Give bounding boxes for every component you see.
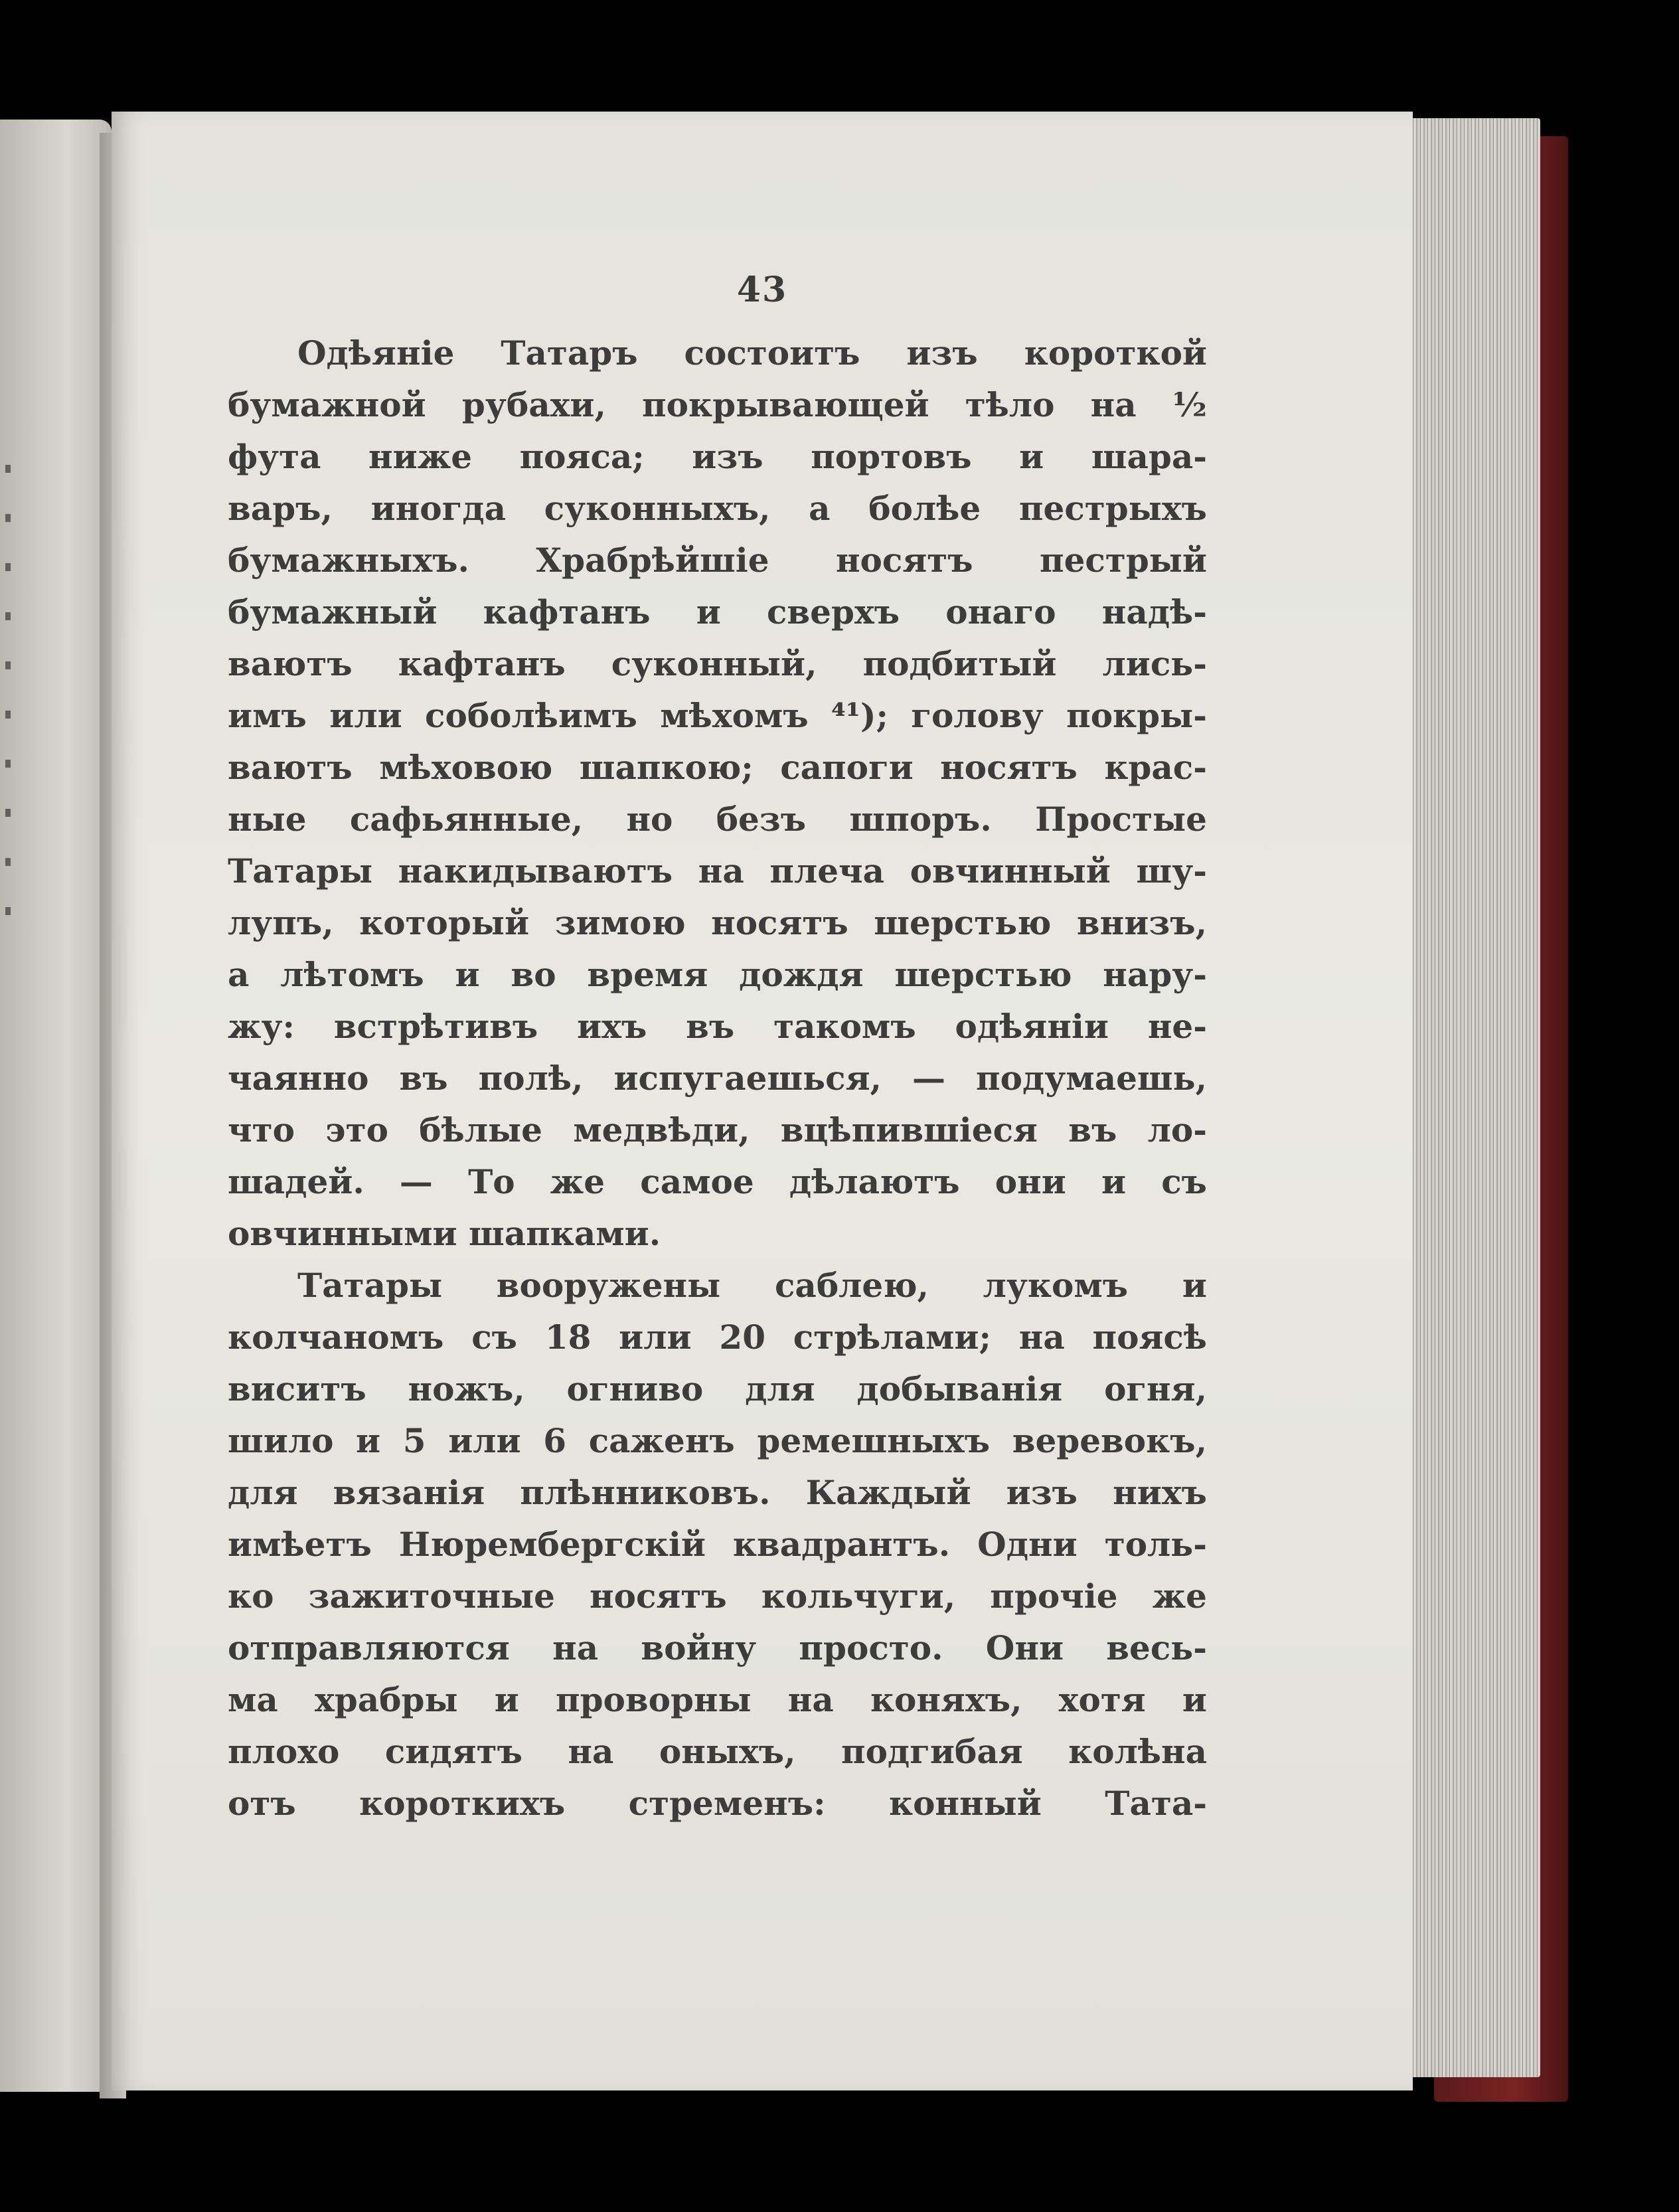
text-line: колчаномъ съ 18 или 20 стрѣлами; на поясѣ (228, 1318, 1207, 1357)
text-line: а лѣтомъ и во время дождя шерстью нару- (228, 955, 1207, 994)
text-line: ко зажиточные носятъ кольчуги, прочіе же (228, 1576, 1207, 1616)
text-line: отправляются на войну просто. Они весь- (228, 1628, 1207, 1667)
text-line: Одѣяніе Татаръ состоитъ изъ короткой (297, 333, 1207, 373)
page-number: 43 (736, 270, 788, 310)
text-line: бумажный кафтанъ и сверхъ онаго надѣ- (228, 592, 1207, 632)
text-line: жу: встрѣтивъ ихъ въ такомъ одѣяніи не- (228, 1007, 1207, 1046)
text-line: виситъ ножъ, огниво для добыванія огня, (228, 1369, 1207, 1408)
text-line: имъ или соболѣимъ мѣхомъ ⁴¹); голову покры- (228, 696, 1207, 735)
left-page-text-remnants (5, 465, 11, 930)
text-line: бумажной рубахи, покрывающей тѣло на ½ (228, 385, 1207, 424)
text-line: чаянно въ полѣ, испугаешься, — подумаешь, (228, 1059, 1207, 1098)
text-line: ма храбры и проворны на коняхъ, хотя и (228, 1680, 1207, 1719)
page-text (228, 327, 1207, 1829)
text-line: Татары вооружены саблею, лукомъ и (297, 1266, 1207, 1305)
text-line: варъ, иногда суконныхъ, а болѣе пестрыхъ (228, 489, 1207, 528)
text-line: что это бѣлые медвѣди, вцѣпившіеся въ ло- (228, 1110, 1207, 1149)
text-line: для вязанія плѣнниковъ. Каждый изъ нихъ (228, 1473, 1207, 1512)
text-line: ваютъ кафтанъ суконный, подбитый лись- (228, 644, 1207, 683)
text-line: шило и 5 или 6 саженъ ремешныхъ веревокъ, (228, 1421, 1207, 1460)
text-line: лупъ, который зимою носятъ шерстью внизъ, (228, 903, 1207, 942)
left-page-edge (0, 120, 112, 2092)
text-line: бумажныхъ. Храбрѣйшіе носятъ пестрый (228, 541, 1207, 580)
text-line: шадей. — То же самое дѣлаютъ они и съ (228, 1162, 1207, 1201)
text-line: овчинными шапками. (228, 1214, 661, 1253)
book-page (112, 112, 1413, 2090)
text-line: плохо сидятъ на оныхъ, подгибая колѣна (228, 1732, 1207, 1771)
text-line: ваютъ мѣховою шапкою; сапоги носятъ крас- (228, 748, 1207, 787)
text-line: имѣетъ Нюрембергскій квадрантъ. Одни толь- (228, 1525, 1207, 1564)
text-line: ные сафьянные, но безъ шпоръ. Простые (228, 800, 1207, 839)
text-line: Татары накидываютъ на плеча овчинный шу- (228, 851, 1207, 891)
text-line: фута ниже пояса; изъ портовъ и шара- (228, 437, 1207, 476)
text-line: отъ короткихъ стременъ: конный Тата- (228, 1784, 1207, 1823)
